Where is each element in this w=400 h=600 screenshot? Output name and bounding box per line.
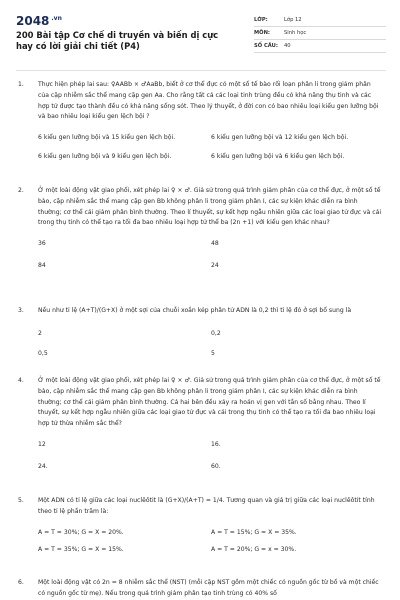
meta-value: Sinh học bbox=[284, 30, 307, 36]
question-2 bbox=[18, 186, 382, 279]
option-c[interactable]: A = T = 35%; G = X = 15%. bbox=[38, 545, 124, 553]
answer-options bbox=[38, 133, 382, 161]
brand-suffix: .vn bbox=[51, 15, 62, 22]
option-d[interactable]: 6 kiểu gen lưỡng bội và 6 kiểu gen lệch bội. bbox=[211, 153, 345, 161]
option-d[interactable]: 60. bbox=[211, 462, 221, 470]
meta-label: LỚP: bbox=[254, 17, 268, 23]
question-number: 2. bbox=[18, 187, 24, 194]
question-5 bbox=[18, 496, 382, 560]
question-text: Một ADN có tỉ lệ giữa các loại nuclêôtit là (G+X)/(A+T) = 1/4. Tương quan và giá trị giữa các loại nuclêôtit tính theo tỉ lệ phần trăm là: bbox=[38, 497, 375, 515]
page-title: 200 Bài tập Cơ chế di truyền và biến dị cực hay có lời giải chi tiết (P4) bbox=[16, 30, 219, 51]
option-a[interactable]: 12 bbox=[38, 440, 46, 448]
option-b[interactable]: A = T = 15%; G = X = 35%. bbox=[211, 528, 297, 536]
meta-row-class bbox=[254, 14, 386, 27]
question-1 bbox=[18, 80, 382, 161]
question-number: 4. bbox=[18, 377, 24, 384]
option-b[interactable]: 48 bbox=[211, 240, 219, 248]
meta-table bbox=[254, 14, 386, 53]
question-number: 5. bbox=[18, 497, 24, 504]
header-divider bbox=[16, 70, 386, 71]
question-number: 1. bbox=[18, 81, 24, 88]
answer-options bbox=[38, 440, 382, 480]
option-d[interactable]: A = T = 20%; G = x = 30%. bbox=[211, 545, 297, 553]
question-text: Một loài động vật có 2n = 8 nhiễm sắc thể (NST) (mỗi cặp NST gồm một chiếc có nguồn gốc từ bố và một chiếc có nguồn gốc từ mẹ). Nếu trong quá trình giảm phân tạo tinh trùng có 40% số bbox=[38, 579, 379, 597]
option-a[interactable]: A = T = 30%; G = X = 20%. bbox=[38, 528, 124, 536]
answer-options bbox=[38, 528, 382, 560]
meta-row-count bbox=[254, 40, 386, 53]
meta-value: Lớp 12 bbox=[284, 17, 302, 23]
header bbox=[16, 14, 386, 62]
meta-label: SỐ CÂU: bbox=[254, 43, 278, 49]
question-text: Ở một loài động vật giao phối, xét phép lai ♀ × ♂. Giả sử trong quá trình giảm phân của cơ thể đực, ở một số tế bào, cặp nhiễm sắc thể mang cặp gen Bb không phân li trong giảm phân I, các sự kiện khác diễn ra bình thường; cơ thể cái giảm phân bình thường. Theo lí thuyết, sự kết hợp ngẫu nhiên giữa các loại giao tử đực và cái trong thụ tinh có thể tạo ra tối đa bao nhiêu loại hợp tử thể ba (2n +1) với kiểu gen khác nhau? bbox=[38, 187, 382, 227]
question-4 bbox=[18, 376, 382, 480]
meta-value: 40 bbox=[284, 43, 291, 49]
option-d[interactable]: 5 bbox=[211, 349, 215, 357]
question-text: Nếu như tỉ lệ (A+T)/(G+X) ở một sợi của chuỗi xoắn kép phân tử ADN là 0,2 thì tỉ lệ đó ở sợi bổ sung là bbox=[38, 307, 352, 314]
option-c[interactable]: 0,5 bbox=[38, 349, 48, 357]
question-3 bbox=[18, 306, 382, 367]
brand-name: 2048 bbox=[16, 14, 50, 28]
option-d[interactable]: 24 bbox=[211, 262, 219, 270]
option-a[interactable]: 6 kiểu gen lưỡng bội và 15 kiểu gen lệch bội. bbox=[38, 134, 176, 142]
meta-label: MÔN: bbox=[254, 30, 270, 36]
question-text: Thực hiện phép lai sau: ♀AABb × ♂AaBb, biết ở cơ thể đực có một số tế bào rối loạn phân li trong giảm phân của cặp nhiễm sắc thể mang cặp gen Aa. Cho rằng tất cả các loại tinh trùng đều có khả năng thụ tinh và các hợp tử được tạo thành đều có khả năng sống sót. Theo lý thuyết, ở đời con có bao nhiêu loại kiểu gen lưỡng bội và bao nhiêu loại kiểu gen lệch bội ? bbox=[38, 81, 379, 121]
question-number: 6. bbox=[18, 579, 24, 586]
option-b[interactable]: 6 kiểu gen lưỡng bội và 12 kiểu gen lệch bội. bbox=[211, 134, 349, 142]
question-number: 3. bbox=[18, 307, 24, 314]
answer-options bbox=[38, 327, 382, 367]
option-c[interactable]: 84 bbox=[38, 262, 46, 270]
option-b[interactable]: 0,2 bbox=[211, 329, 221, 337]
option-a[interactable]: 36 bbox=[38, 240, 46, 248]
option-b[interactable]: 16. bbox=[211, 440, 221, 448]
option-c[interactable]: 6 kiểu gen lưỡng bội và 9 kiểu gen lệch bội. bbox=[38, 153, 172, 161]
question-6 bbox=[18, 578, 382, 600]
option-a[interactable]: 2 bbox=[38, 329, 42, 337]
question-text: Ở một loài động vật giao phối, xét phép lai ♀ × ♂. Giả sử trong quá trình giảm phân của cơ thể đực, ở một số tế bào, cặp nhiễm sắc thể mang cặp gen Bb không phân li trong giảm phân I, các sự kiện khác diễn ra bình thường; cơ thể cái giảm phân bình thường. Cá hai bên đều xảy ra hoán vị gen với tần số bằng nhau. Theo lí thuyết, sự kết hợp ngẫu nhiên giữa các loại giao tử đực và cái trong thụ tinh có thể tạo ra tối đa bao nhiêu loại hợp tử thừa nhiễm sắc thể? bbox=[38, 377, 381, 428]
option-c[interactable]: 24. bbox=[38, 462, 48, 470]
meta-row-subject bbox=[254, 27, 386, 40]
site-logo[interactable] bbox=[16, 14, 62, 28]
answer-options bbox=[38, 239, 382, 279]
